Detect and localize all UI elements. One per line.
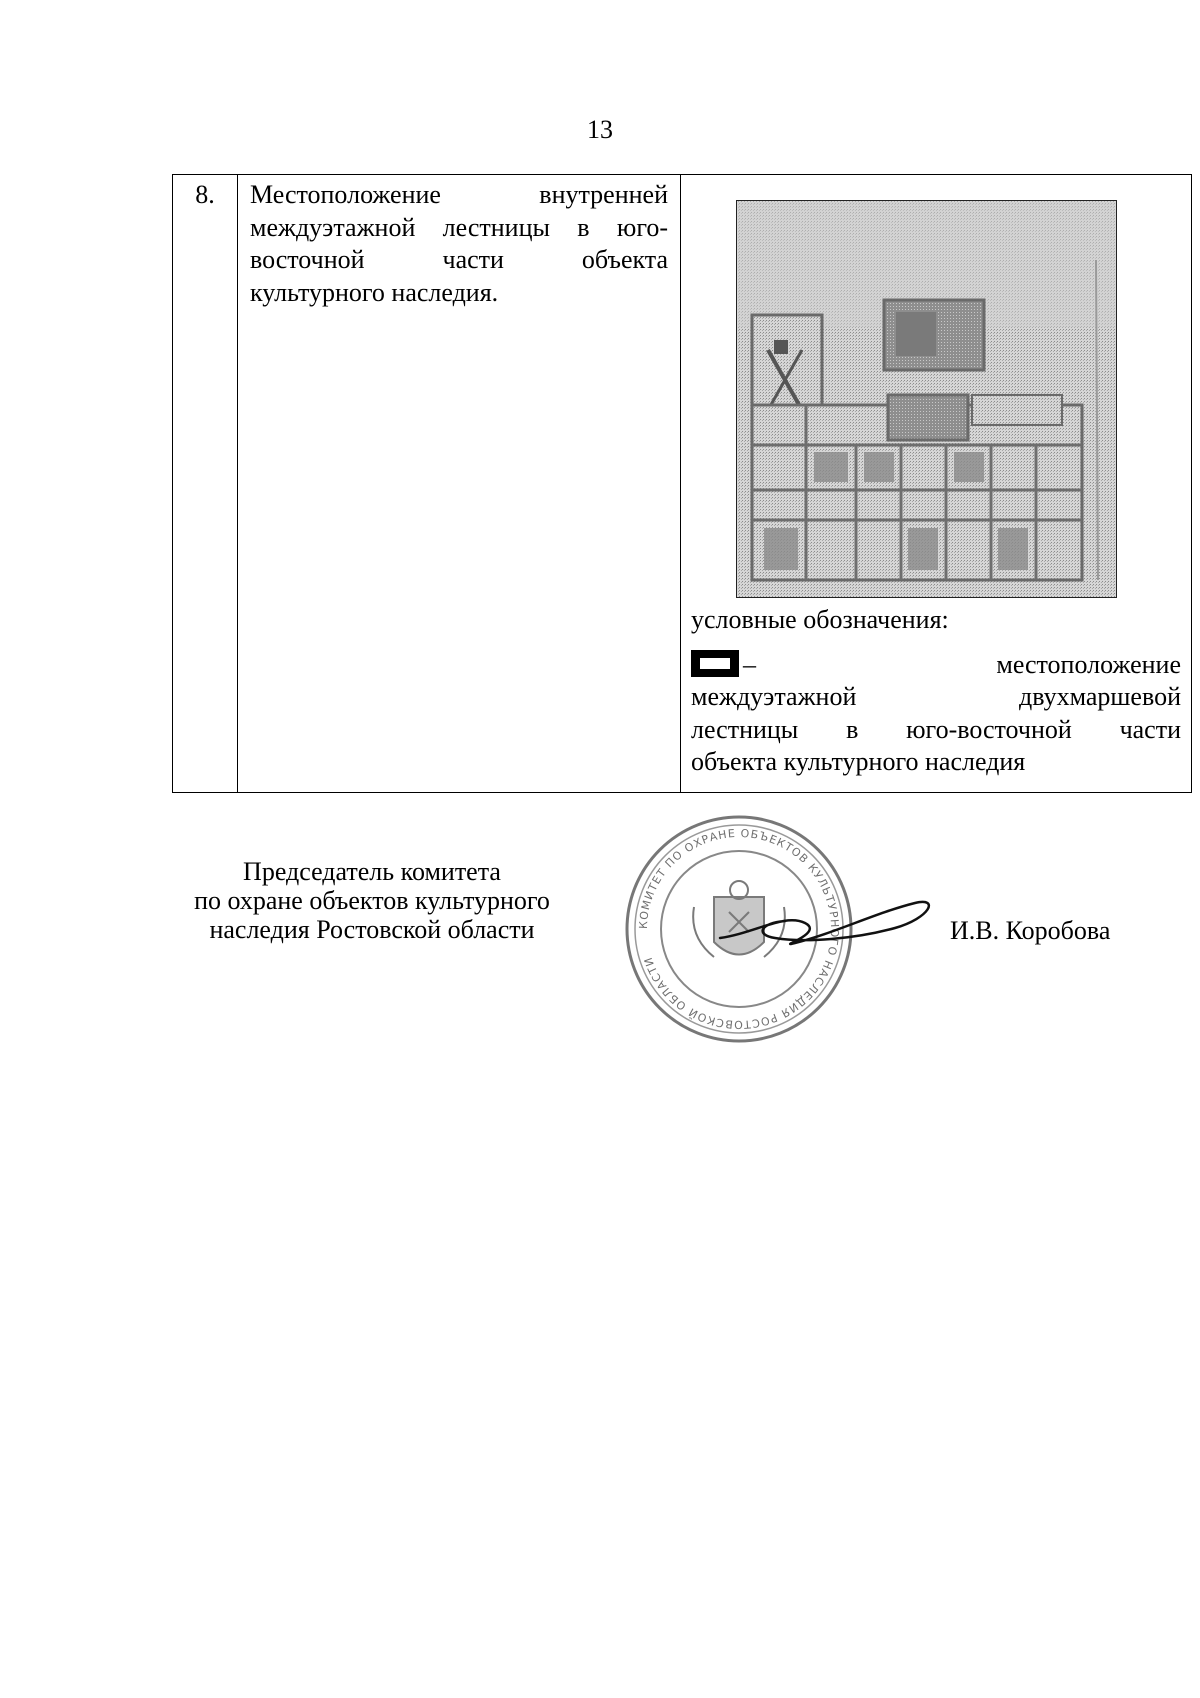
svg-text:КОМИТЕТ ПО ОХРАНЕ ОБЪЕКТОВ КУЛ: КОМИТЕТ ПО ОХРАНЕ ОБЪЕКТОВ КУЛЬТУРНОГО НАСЛЕДИЯ РОСТОВСКОЙ ОБЛАСТИ <box>636 826 842 1032</box>
legend-dash: – <box>743 649 756 679</box>
table-row <box>173 175 1192 793</box>
position-line: по охране объектов культурного <box>194 886 550 915</box>
legend-text-line: междуэтажной двухмаршевой <box>691 682 1181 711</box>
legend-text-line: объекта культурного наследия <box>691 747 1026 776</box>
legend-line <box>691 649 1181 682</box>
signatory-position <box>172 857 572 944</box>
legend-text-line: лестницы в юго-восточной части <box>691 714 1181 744</box>
legend-text-line: местоположение <box>996 649 1181 679</box>
floor-plan-drawing <box>736 200 1117 598</box>
description-line: Местоположение внутренней <box>250 180 668 209</box>
description-line: восточной части объекта <box>250 245 668 274</box>
legend-entry <box>691 649 1181 779</box>
legend-title: условные обозначения: <box>691 605 949 634</box>
description-table <box>172 174 1192 793</box>
signer-name: И.В. Коробова <box>950 916 1111 945</box>
row-description <box>238 175 681 793</box>
description-text <box>250 179 668 309</box>
row-illustration <box>681 175 1192 793</box>
position-line: Председатель комитета <box>243 857 501 886</box>
description-line: междуэтажной лестницы в юго- <box>250 212 668 242</box>
floor-plan-image <box>736 200 1117 598</box>
position-line: наследия Ростовской области <box>209 915 535 944</box>
legend-marker-icon <box>691 650 739 677</box>
handwritten-signature <box>715 893 935 953</box>
row-number: 8. <box>173 175 238 793</box>
description-line: культурного наследия. <box>250 277 499 307</box>
page-number: 13 <box>587 115 613 144</box>
